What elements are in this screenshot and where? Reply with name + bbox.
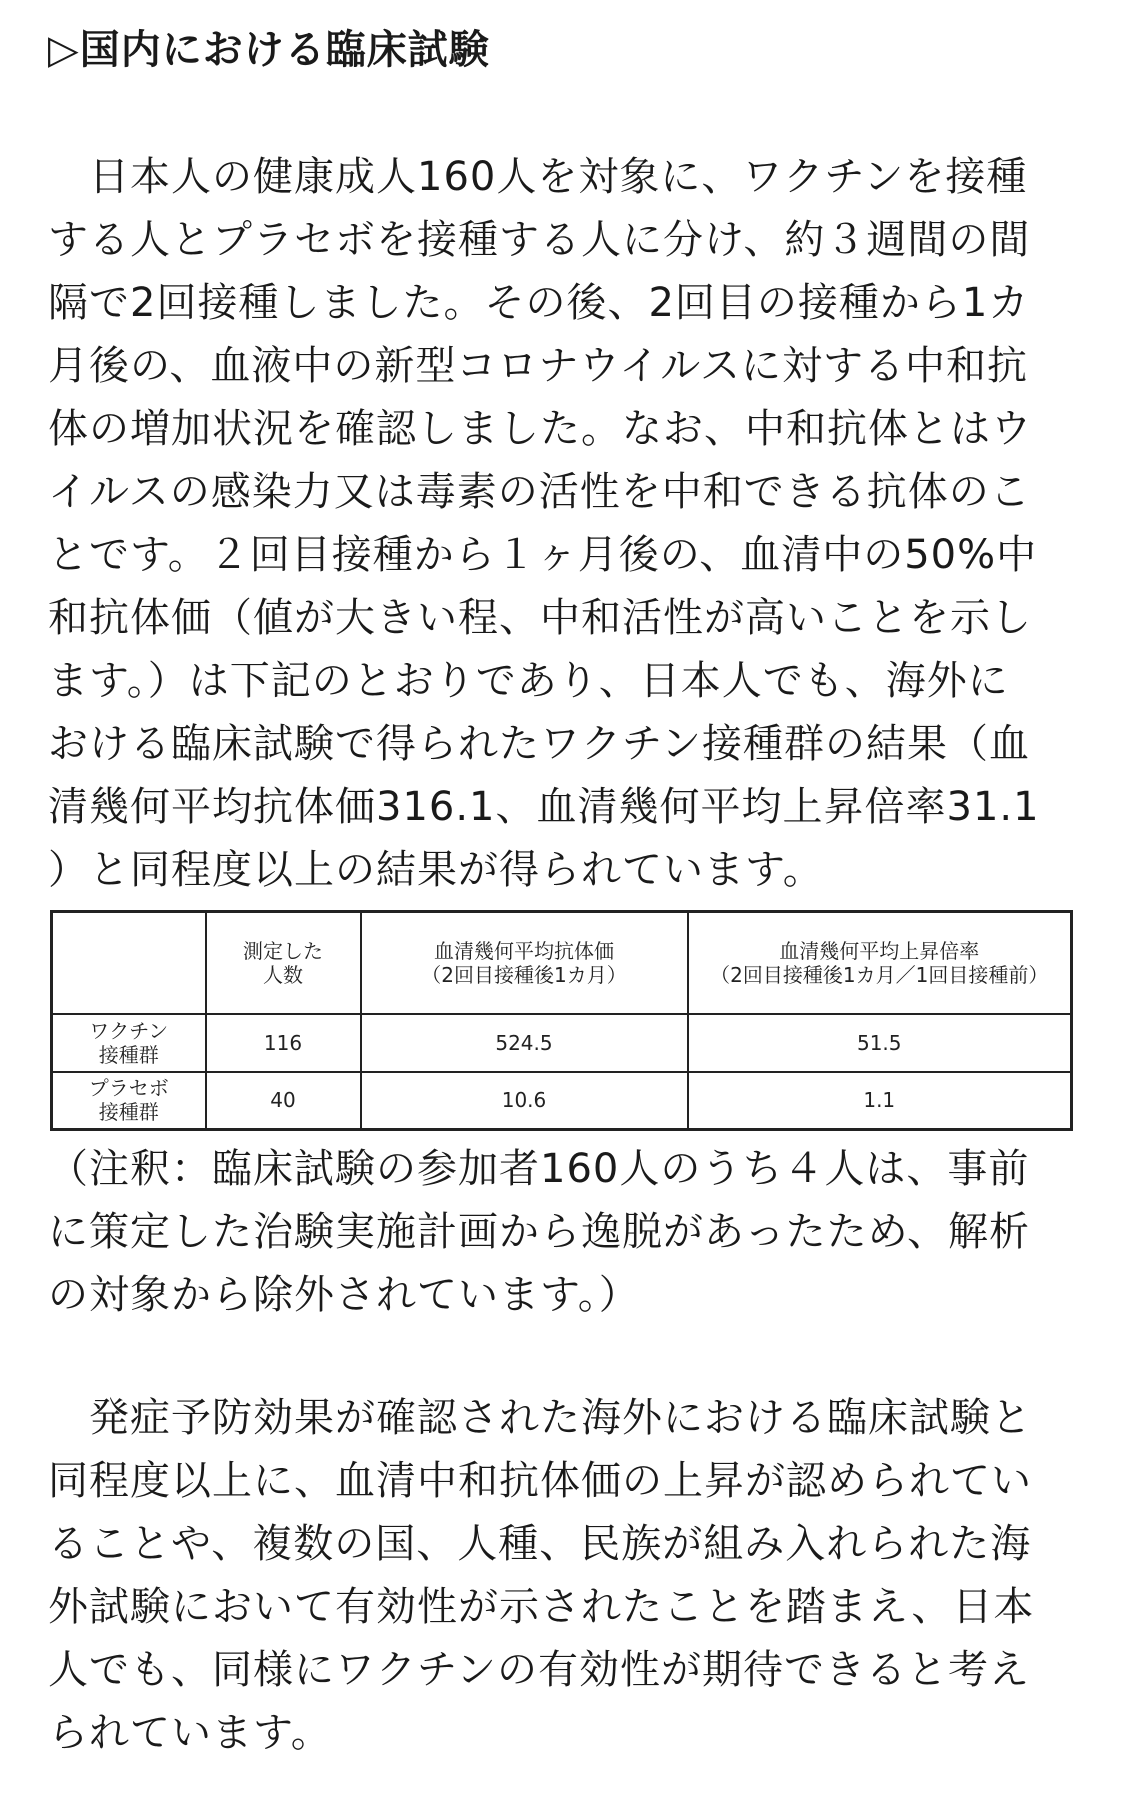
paragraph-line: 清幾何平均抗体価316.1、血清幾何平均上昇倍率31.1	[48, 784, 1040, 830]
header-ratio-line2: （2回目接種後1カ月／1回目接種前）	[710, 962, 1049, 987]
paragraph-domestic-trial	[48, 146, 1078, 902]
row-group-cell	[52, 1072, 206, 1130]
paragraph-line: ます。）は下記のとおりであり、日本人でも、海外に	[48, 658, 1009, 704]
paragraph-line: おける臨床試験で得られたワクチン接種群の結果（血	[48, 721, 1030, 767]
row-group-line1: プラセボ	[88, 1076, 169, 1101]
row-titer-cell: 10.6	[361, 1072, 688, 1130]
row-ratio-cell: 51.5	[688, 1014, 1072, 1072]
footnote-line: の対象から除外されています。）	[48, 1272, 640, 1318]
paragraph-line: 隔で2回接種しました。その後、2回目の接種から1カ	[48, 280, 1030, 326]
table-header-row	[52, 912, 1072, 1014]
header-titer-line2: （2回目接種後1カ月）	[421, 962, 627, 987]
row-ratio-cell: 1.1	[688, 1072, 1072, 1130]
header-count-line2: 人数	[263, 962, 303, 987]
row-group-line1: ワクチン	[89, 1018, 169, 1043]
paragraph-line: 外試験において有効性が示されたことを踏まえ、日本	[48, 1584, 1035, 1630]
header-titer	[361, 912, 688, 1014]
header-titer-line1: 血清幾何平均抗体価	[434, 938, 614, 963]
row-group-line2: 接種群	[98, 1100, 159, 1125]
paragraph-line: 和抗体価（値が大きい程、中和活性が高いことを示し	[48, 595, 1032, 641]
row-count-cell: 40	[206, 1072, 361, 1130]
paragraph-line: する人とプラセボを接種する人に分け、約３週間の間	[48, 217, 1031, 263]
header-ratio-line1: 血清幾何平均上昇倍率	[779, 938, 980, 963]
paragraph-line: 人でも、同様にワクチンの有効性が期待できると考え	[48, 1647, 1030, 1693]
paragraph-line: 月後の、血液中の新型コロナウイルスに対する中和抗	[48, 343, 1028, 389]
table-row-placebo	[52, 1072, 1072, 1130]
paragraph-line: 体の増加状況を確認しました。なお、中和抗体とはウ	[48, 406, 1032, 452]
results-table-container	[50, 910, 1070, 1130]
header-count	[206, 912, 361, 1014]
header-empty-cell	[52, 912, 206, 1014]
footnote-line: に策定した治験実施計画から逸脱があったため、解析	[48, 1209, 1030, 1255]
header-count-line1: 測定した	[243, 938, 323, 963]
paragraph-line: ることや、複数の国、人種、民族が組み入れられた海	[48, 1521, 1032, 1567]
row-titer-cell: 524.5	[361, 1014, 688, 1072]
paragraph-line: られています。	[48, 1710, 332, 1756]
footnote-line: （注釈：臨床試験の参加者160人のうち４人は、事前	[48, 1146, 1030, 1192]
row-group-line2: 接種群	[98, 1042, 159, 1067]
paragraph-line: とです。２回目接種から１ヶ月後の、血清中の50%中	[48, 532, 1038, 578]
paragraph-line: ）と同程度以上の結果が得られています。	[48, 847, 824, 893]
paragraph-line: 日本人の健康成人160人を対象に、ワクチンを接種	[48, 154, 1028, 200]
table-row-vaccine	[52, 1014, 1072, 1072]
paragraph-line: 発症予防効果が確認された海外における臨床試験と	[48, 1395, 1032, 1441]
table-footnote	[48, 1138, 1078, 1327]
paragraph-conclusion	[48, 1387, 1078, 1765]
header-ratio	[688, 912, 1072, 1014]
row-count-cell: 116	[206, 1014, 361, 1072]
paragraph-line: イルスの感染力又は毒素の活性を中和できる抗体のこ	[48, 469, 1031, 515]
section-heading: ▷国内における臨床試験	[48, 27, 490, 73]
antibody-results-table	[50, 910, 1073, 1131]
paragraph-line: 同程度以上に、血清中和抗体価の上昇が認められてい	[48, 1458, 1032, 1504]
row-group-cell	[52, 1014, 206, 1072]
